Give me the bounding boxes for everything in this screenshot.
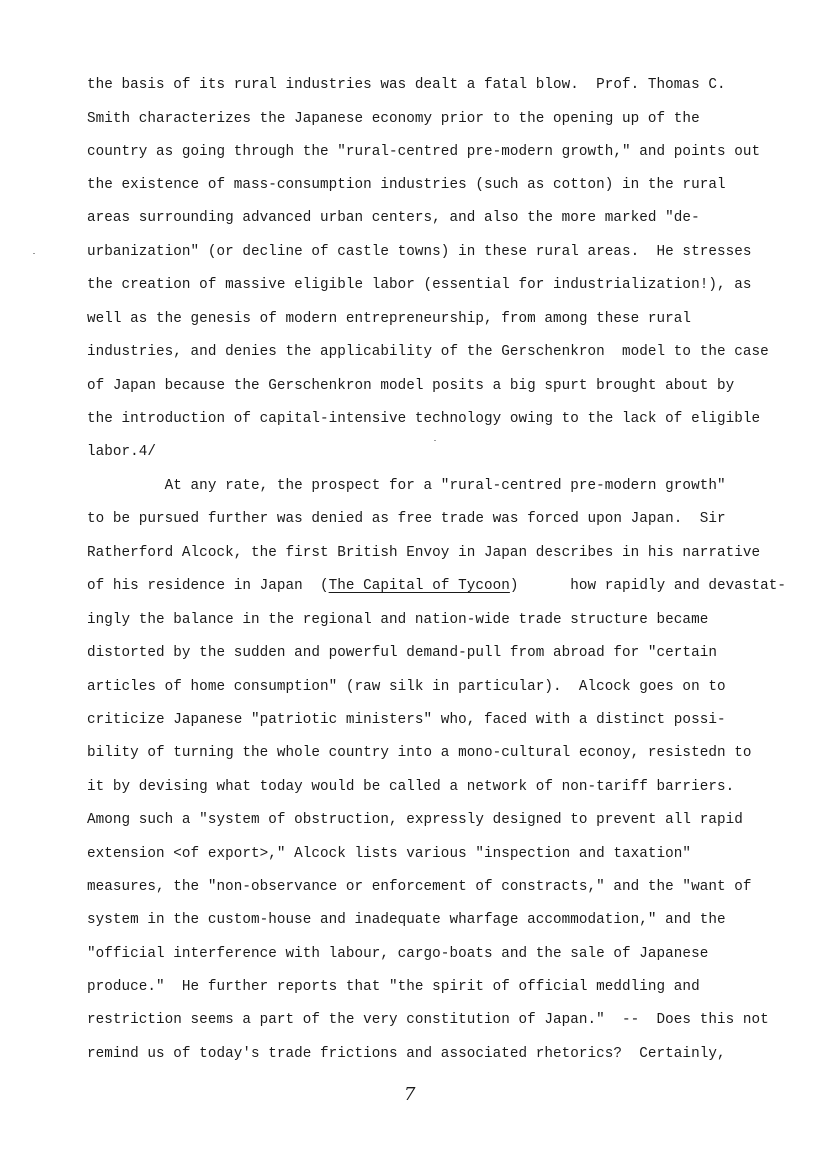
text-line-21: bility of turning the whole country into a mono-cultural econoy, resistedn to [87, 745, 752, 761]
text-line-27: "official interference with labour, cargo-boats and the sale of Japanese [87, 946, 709, 962]
text-line-1: the basis of its rural industries was dealt a fatal blow. Prof. Thomas C. [87, 77, 726, 93]
text-line-2: Smith characterizes the Japanese economy prior to the opening up of the [87, 111, 700, 127]
text-line-4: the existence of mass-consumption industries (such as cotton) in the rural [87, 177, 726, 193]
text-line-16-end: ) how rapidly and devastat- [509, 578, 787, 594]
text-line-28: produce." He further reports that "the spirit of official meddling and [87, 979, 700, 995]
book-title: The Capital of Tycoon [328, 578, 510, 594]
text-line-3: country as going through the "rural-centred pre-modern growth," and points out [87, 144, 761, 160]
text-line-15: Ratherford Alcock, the first British Envoy in Japan describes in his narrative [87, 545, 761, 561]
text-line-29: restriction seems a part of the very constitution of Japan." -- Does this not [87, 1012, 769, 1028]
text-line-8: well as the genesis of modern entrepreneurship, from among these rural [87, 311, 692, 327]
text-line-24: extension <of export>," Alcock lists various "inspection and taxation" [87, 846, 692, 862]
text-line-19: articles of home consumption" (raw silk in particular). Alcock goes on to [87, 679, 726, 695]
text-line-9: industries, and denies the applicability of the Gerschenkron model to the case [87, 344, 769, 360]
text-line-16 [87, 577, 786, 595]
text-line-25: measures, the "non-observance or enforcement of constracts," and the "want of [87, 879, 752, 895]
text-line-22: it by devising what today would be called a network of non-tariff barriers. [87, 779, 735, 795]
text-line-30: remind us of today's trade frictions and associated rhetorics? Certainly, [87, 1046, 726, 1062]
text-line-14: to be pursued further was denied as free trade was forced upon Japan. Sir [87, 511, 726, 527]
text-line-13: At any rate, the prospect for a "rural-centred pre-modern growth" [87, 478, 726, 494]
text-line-11: the introduction of capital-intensive technology owing to the lack of eligible [87, 411, 761, 427]
text-line-7: the creation of massive eligible labor (essential for industrialization!), as [87, 277, 752, 293]
text-line-10: of Japan because the Gerschenkron model posits a big spurt brought about by [87, 378, 735, 394]
page-number: 7 [404, 1084, 416, 1105]
text-line-18: distorted by the sudden and powerful demand-pull from abroad for "certain [87, 645, 717, 661]
scan-speck [434, 440, 436, 441]
text-line-5: areas surrounding advanced urban centers, and also the more marked "de- [87, 210, 700, 226]
text-line-6: urbanization" (or decline of castle towns) in these rural areas. He stresses [87, 244, 752, 260]
text-line-17: ingly the balance in the regional and nation-wide trade structure became [87, 612, 709, 628]
text-line-23: Among such a "system of obstruction, expressly designed to prevent all rapid [87, 812, 743, 828]
text-line-16-start: of his residence in Japan ( [87, 578, 329, 594]
text-line-26: system in the custom-house and inadequate wharfage accommodation," and the [87, 912, 726, 928]
text-line-12: labor.4/ [87, 444, 157, 460]
scan-speck [33, 253, 35, 254]
text-line-20: criticize Japanese "patriotic ministers" who, faced with a distinct possi- [87, 712, 726, 728]
